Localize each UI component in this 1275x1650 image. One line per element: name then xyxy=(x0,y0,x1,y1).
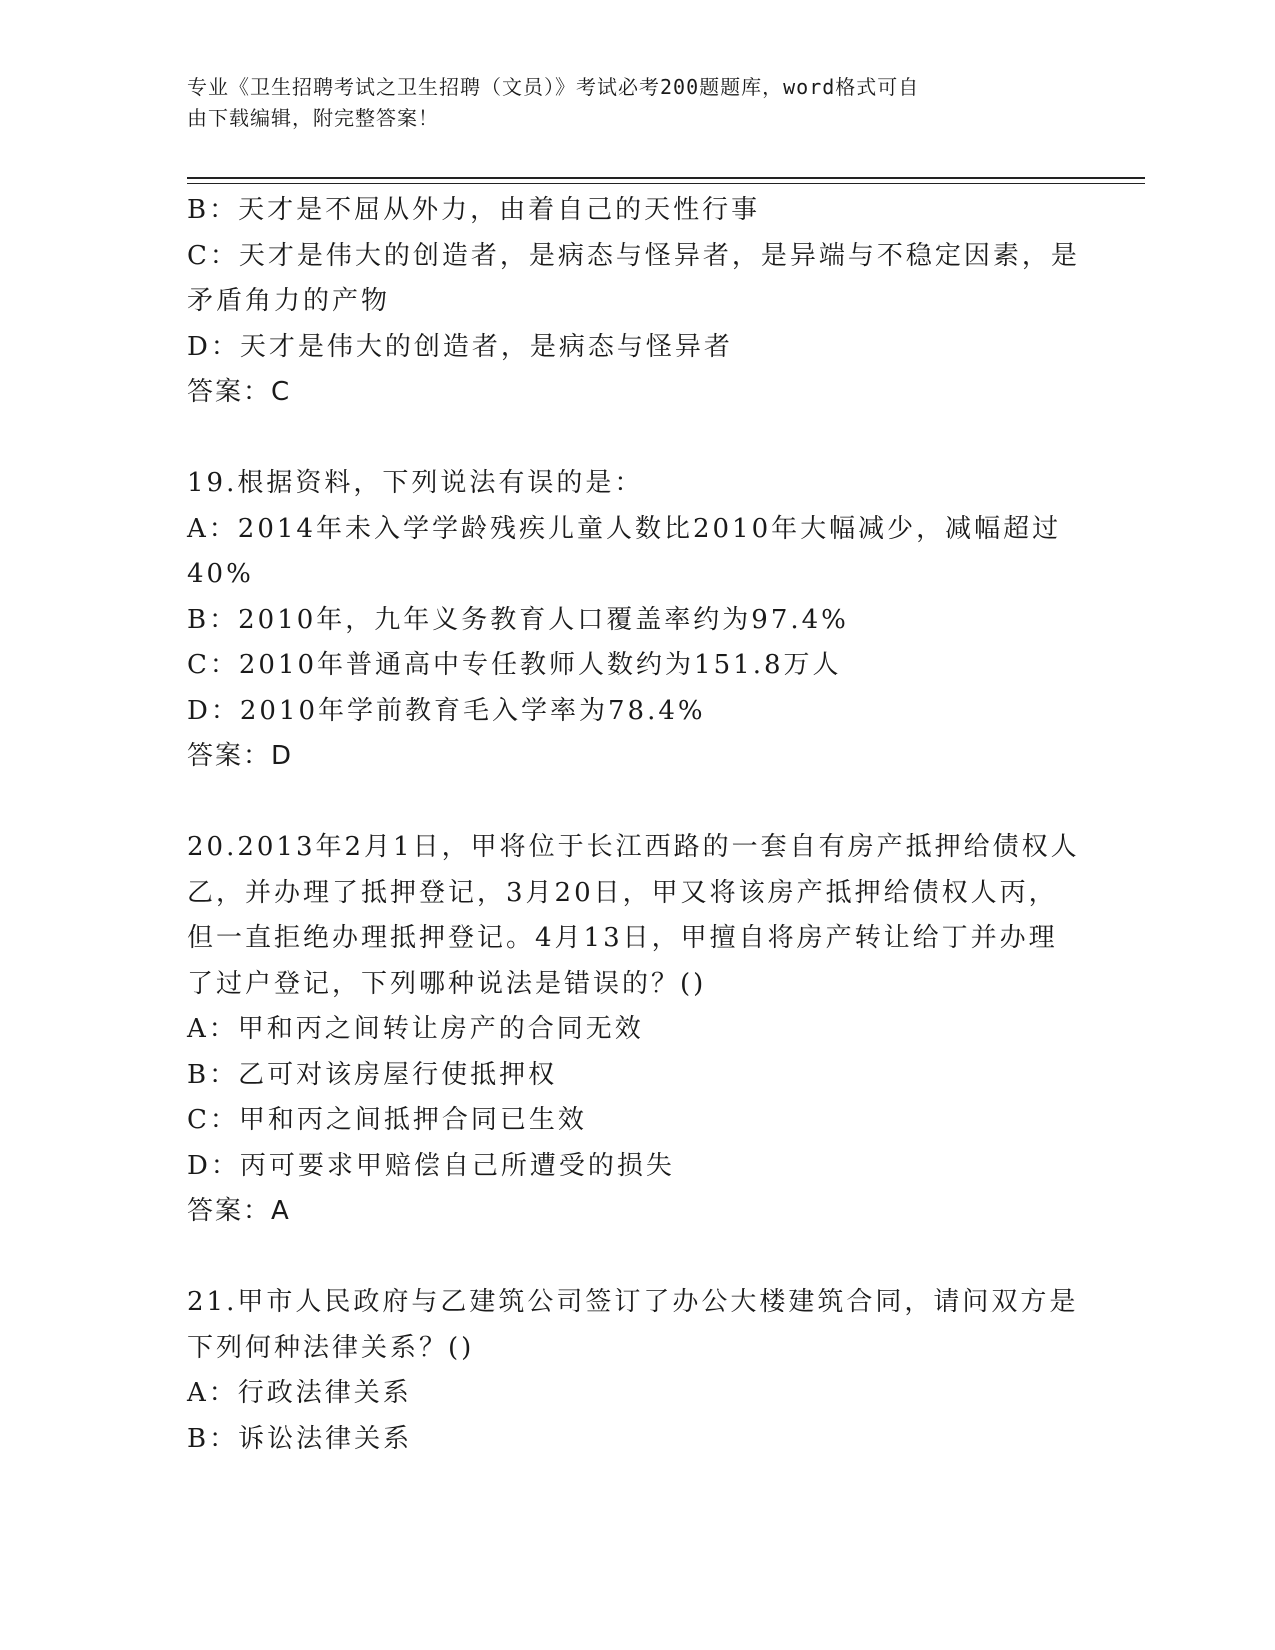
question-stem: 21.甲市人民政府与乙建筑公司签订了办公大楼建筑合同，请问双方是 xyxy=(187,1287,1079,1317)
option-a-continued: 40% xyxy=(187,559,254,589)
question-stem-continued: 下列何种法律关系？() xyxy=(187,1332,475,1363)
answer-line: 答案：C xyxy=(187,377,292,407)
answer-line: 答案：A xyxy=(187,1196,291,1226)
answer-line: 答案：D xyxy=(187,741,294,771)
option-c-continued: 矛盾角力的产物 xyxy=(187,286,391,316)
question-19 xyxy=(187,461,1087,780)
option-b: B：2010年，九年义务教育人口覆盖率约为97.4% xyxy=(187,604,849,635)
option-d: D：2010年学前教育毛入学率为78.4% xyxy=(187,695,706,726)
option-d: D：天才是伟大的创造者，是病态与怪异者 xyxy=(187,331,733,362)
question-stem-continued: 乙，并办理了抵押登记，3月20日，甲又将该房产抵押给债权人丙， xyxy=(187,877,1058,908)
header-line-1: 专业《卫生招聘考试之卫生招聘（文员）》考试必考200题题库，word格式可自 xyxy=(187,75,920,99)
option-c: C：2010年普通高中专任教师人数约为151.8万人 xyxy=(187,650,842,680)
header-rule-thin xyxy=(187,183,1145,184)
question-18-continued xyxy=(187,188,1087,416)
spacer xyxy=(187,416,1087,462)
option-a: A：2014年未入学学龄残疾儿童人数比2010年大幅减少，减幅超过 xyxy=(187,513,1062,544)
option-a: A：甲和丙之间转让房产的合同无效 xyxy=(187,1014,644,1044)
option-b: B：乙可对该房屋行使抵押权 xyxy=(187,1059,558,1090)
question-stem-continued: 了过户登记，下列哪种说法是错误的？() xyxy=(187,968,707,999)
question-21 xyxy=(187,1280,1087,1462)
header-rule-thick xyxy=(187,177,1145,179)
header-line-2: 由下载编辑，附完整答案！ xyxy=(187,106,439,130)
option-b: B：诉讼法律关系 xyxy=(187,1423,413,1454)
option-d: D：丙可要求甲赔偿自己所遭受的损失 xyxy=(187,1150,675,1181)
question-stem: 19.根据资料，下列说法有误的是： xyxy=(187,468,644,498)
document-header xyxy=(187,72,1087,134)
spacer xyxy=(187,1235,1087,1281)
option-b: B：天才是不屈从外力，由着自己的天性行事 xyxy=(187,195,761,225)
spacer xyxy=(187,780,1087,826)
option-c: C：甲和丙之间抵押合同已生效 xyxy=(187,1105,587,1135)
option-c: C：天才是伟大的创造者，是病态与怪异者，是异端与不稳定因素，是 xyxy=(187,240,1080,271)
question-stem-continued: 但一直拒绝办理抵押登记。4月13日，甲擅自将房产转让给丁并办理 xyxy=(187,923,1058,953)
question-20 xyxy=(187,825,1087,1235)
option-a: A：行政法律关系 xyxy=(187,1378,412,1408)
question-stem: 20.2013年2月1日，甲将位于长江西路的一套自有房产抵押给债权人 xyxy=(187,832,1080,862)
document-body xyxy=(187,188,1087,1462)
